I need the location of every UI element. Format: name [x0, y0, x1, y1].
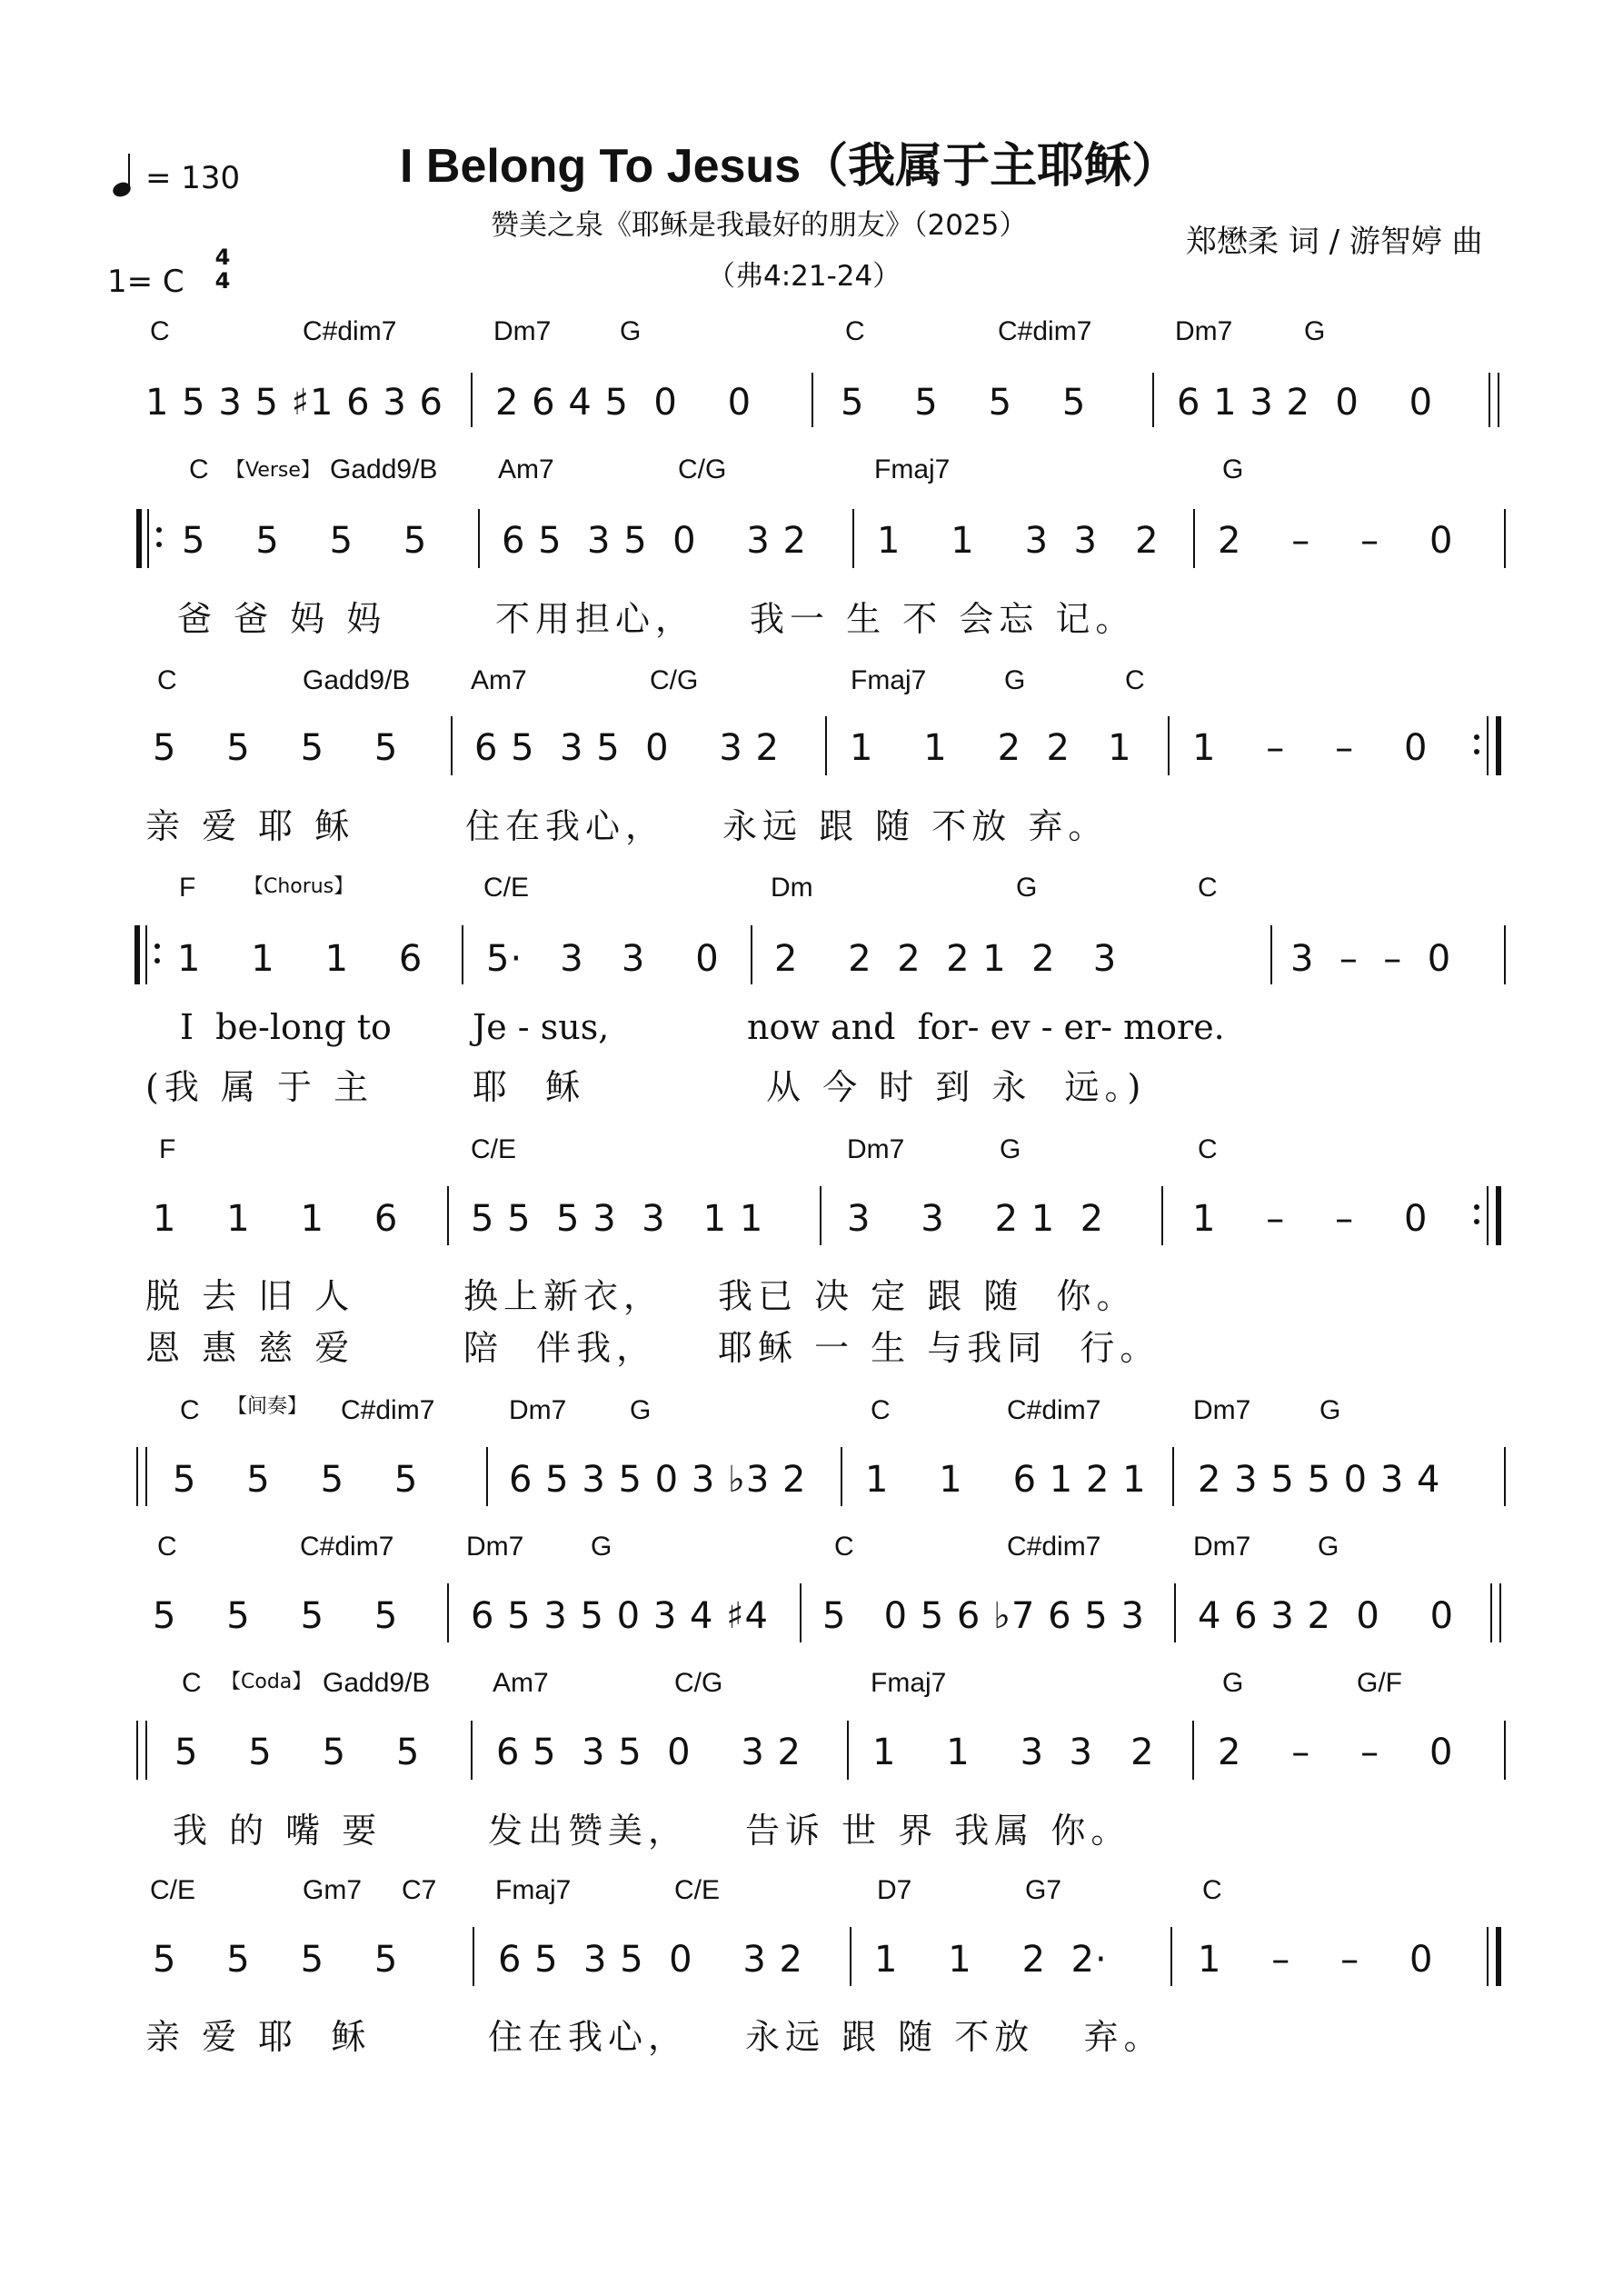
lyric-line: 从 今 时 到 永 远。) — [766, 1067, 1147, 1107]
tempo-value: = 130 — [145, 160, 241, 196]
lyric-english: I be-long to — [180, 1007, 392, 1047]
chord: Dm7 — [493, 316, 552, 346]
repeat-dots — [154, 934, 160, 973]
repeat-end — [1496, 716, 1501, 775]
barline — [751, 925, 752, 984]
barline — [1161, 1186, 1163, 1245]
chord: C — [180, 1395, 200, 1425]
lyric-line: 亲 爱 耶 稣 — [145, 806, 355, 846]
chord: Am7 — [498, 454, 554, 484]
measure-notes: 5 5 5 5 — [841, 382, 1087, 424]
chord: C — [871, 1395, 891, 1425]
chord: C — [150, 316, 170, 346]
chord: Dm7 — [1175, 316, 1233, 346]
barline — [1504, 925, 1506, 984]
final-barline — [1496, 1927, 1501, 1986]
chord: Dm7 — [466, 1532, 524, 1562]
chord: C/E — [674, 1875, 721, 1905]
barline — [462, 925, 463, 984]
barline — [447, 1583, 449, 1642]
measure-notes: 2 – – 0 — [1218, 1732, 1454, 1773]
chord: C — [1198, 1134, 1218, 1164]
lyric-line: 爸 爸 妈 妈 — [177, 599, 387, 639]
measure-notes: 6 5 3 5 0 3 2 — [474, 727, 781, 769]
measure-notes: 5 5 5 5 — [153, 1939, 399, 1981]
chord: C#dim7 — [341, 1395, 435, 1425]
measure-notes: 6 5 3 5 0 3 ♭3 2 — [509, 1459, 807, 1501]
lyric-line: 我 的 嘴 要 — [173, 1811, 383, 1851]
time-signature-top: 4 — [214, 245, 231, 270]
lyric-line: 脱 去 旧 人 — [145, 1276, 355, 1316]
chord: C — [1198, 873, 1218, 903]
lyric-line: 住在我心， — [488, 2017, 689, 2057]
measure-notes: 5 5 5 3 3 1 1 — [471, 1198, 764, 1240]
measure-notes: 5 5 5 5 — [153, 1595, 399, 1637]
lyric-line: 不用担心， — [495, 599, 696, 639]
measure-notes: 5 5 5 5 — [173, 1459, 419, 1501]
chord: G — [1222, 454, 1244, 484]
section-marker-interlude: 【间奏】 — [227, 1395, 308, 1418]
lyric-line: 我已 决 定 跟 随 你。 — [718, 1276, 1137, 1316]
measure-notes: 2 2 2 2 1 2 3 — [774, 938, 1118, 980]
lyric-line: 耶 稣 — [473, 1067, 586, 1107]
chord: C#dim7 — [998, 316, 1092, 346]
lyric-line: 亲 爱 耶 稣 — [145, 2017, 372, 2057]
measure-notes: 1 1 2 2 1 — [850, 727, 1132, 769]
chord: Gadd9/B — [330, 454, 438, 484]
barline — [1168, 716, 1170, 775]
chord: Gadd9/B — [323, 1668, 431, 1698]
repeat-dots — [156, 518, 162, 556]
chord: G — [630, 1395, 652, 1425]
chord: C/E — [150, 1875, 196, 1905]
measure-notes: 6 5 3 5 0 3 4 ♯4 — [471, 1595, 769, 1637]
chord: G — [591, 1532, 612, 1562]
barline — [1498, 373, 1499, 427]
measure-notes: 1 1 6 1 2 1 — [865, 1459, 1147, 1501]
chord: F — [159, 1134, 176, 1164]
chord: C — [157, 665, 177, 695]
chord: G — [1004, 665, 1026, 695]
chord: Dm7 — [1193, 1395, 1251, 1425]
barline — [1487, 1186, 1489, 1245]
chord: F — [179, 873, 196, 903]
repeat-start — [134, 925, 140, 984]
chord: Gm7 — [303, 1875, 363, 1905]
chord: Dm7 — [1193, 1532, 1251, 1562]
measure-notes: 5 5 5 5 — [153, 727, 399, 769]
chord: G — [1318, 1532, 1339, 1562]
lyric-line: 我一 生 不 会忘 记。 — [750, 599, 1136, 639]
chord: C — [157, 1532, 177, 1562]
measure-notes: 2 6 4 5 0 0 — [495, 382, 752, 424]
barline — [1504, 1721, 1506, 1780]
lyric-english: now and for- ev - er- more. — [747, 1007, 1225, 1047]
barline — [471, 1721, 473, 1780]
repeat-start — [136, 509, 142, 568]
lyric-line: 永远 跟 随 不放 弃。 — [722, 806, 1109, 846]
measure-notes: 1 1 1 6 — [177, 938, 423, 980]
chord: Dm7 — [847, 1134, 905, 1164]
time-signature — [211, 245, 234, 293]
barline — [1170, 1927, 1172, 1986]
barline — [1504, 1447, 1506, 1506]
chord: C/G — [678, 454, 727, 484]
chord: G — [620, 316, 642, 346]
chord: G — [1016, 873, 1038, 903]
barline — [1270, 925, 1272, 984]
barline — [147, 509, 149, 568]
chord: Am7 — [493, 1668, 549, 1698]
time-signature-bottom: 4 — [214, 268, 231, 294]
chord: Fmaj7 — [851, 665, 927, 695]
lyric-line: 发出赞美， — [488, 1811, 689, 1851]
section-marker-verse: 【Verse】 — [225, 459, 321, 482]
chord: C#dim7 — [1007, 1532, 1101, 1562]
measure-notes: 3 – – 0 — [1290, 938, 1452, 980]
chord: C — [834, 1532, 854, 1562]
lyric-line: 陪 伴我， — [463, 1328, 657, 1368]
barline — [820, 1186, 821, 1245]
chord: C — [1125, 665, 1145, 695]
chord: Am7 — [471, 665, 527, 695]
chord: C#dim7 — [303, 316, 397, 346]
repeat-end — [1496, 1186, 1501, 1245]
chord: C/G — [650, 665, 699, 695]
measure-notes: 5 5 5 5 — [182, 520, 428, 562]
barline — [1504, 509, 1506, 568]
chord: C7 — [402, 1875, 437, 1905]
barline — [1193, 509, 1195, 568]
repeat-dots — [1474, 725, 1479, 764]
lyric-line: (我 属 于 主 — [145, 1067, 374, 1107]
chord: G7 — [1025, 1875, 1062, 1905]
section-marker-chorus: 【Chorus】 — [244, 875, 354, 898]
chord: Fmaj7 — [871, 1668, 947, 1698]
lyric-line: 耶稣 一 生 与我同 行。 — [718, 1328, 1160, 1368]
lyric-line: 住在我心， — [465, 806, 666, 846]
chord: Dm — [771, 873, 813, 903]
barline — [1192, 1721, 1194, 1780]
barline — [825, 716, 827, 775]
chord: G — [1319, 1395, 1341, 1425]
chord: Gadd9/B — [303, 665, 411, 695]
measure-notes: 6 5 3 5 0 3 2 — [498, 1939, 804, 1981]
lyric-line: 永远 跟 随 不放 弃。 — [745, 2017, 1164, 2057]
chord: C — [1202, 1875, 1222, 1905]
chord: D7 — [877, 1875, 912, 1905]
measure-notes: 6 5 3 5 0 3 2 — [496, 1732, 802, 1773]
quarter-note-icon — [113, 153, 136, 196]
measure-notes: 4 6 3 2 0 0 — [1198, 1595, 1455, 1637]
chord: G — [1000, 1134, 1021, 1164]
barline — [847, 1721, 849, 1780]
barline — [145, 1447, 147, 1506]
repeat-dots — [1474, 1195, 1479, 1233]
measure-notes: 6 5 3 5 0 3 2 — [502, 520, 808, 562]
barline — [1489, 373, 1490, 427]
barline — [473, 1927, 474, 1986]
barline — [850, 1927, 851, 1986]
measure-notes: 5 0 5 6 ♭7 6 5 3 — [822, 1595, 1145, 1637]
barline — [852, 509, 854, 568]
barline — [136, 1447, 138, 1506]
barline — [1174, 1583, 1176, 1642]
chord: C — [845, 316, 865, 346]
chord: Dm7 — [509, 1395, 567, 1425]
chord: G — [1222, 1668, 1244, 1698]
chord: C/E — [483, 873, 530, 903]
measure-notes: 1 1 2 2· — [874, 1939, 1108, 1981]
measure-notes: 2 – – 0 — [1218, 520, 1454, 562]
chord: C — [189, 454, 209, 484]
barline — [1172, 1447, 1174, 1506]
barline — [145, 1721, 147, 1780]
song-source: 赞美之泉《耶稣是我最好的朋友》（2025） — [491, 209, 1028, 242]
chord: G/F — [1357, 1668, 1402, 1698]
lyric-english: Je - sus, — [473, 1007, 610, 1047]
barline — [812, 373, 813, 427]
chord: C — [182, 1668, 202, 1698]
barline — [478, 509, 480, 568]
page-title: I Belong To Jesus（我属于主耶稣） — [400, 140, 1180, 193]
barline — [800, 1583, 802, 1642]
barline — [486, 1447, 488, 1506]
measure-notes: 1 5 3 5 ♯1 6 3 6 — [145, 382, 443, 424]
measure-notes: 1 1 1 6 — [153, 1198, 399, 1240]
measure-notes: 5· 3 3 0 — [486, 938, 720, 980]
lyric-line: 恩 惠 慈 爱 — [145, 1328, 355, 1368]
chord: C#dim7 — [1007, 1395, 1101, 1425]
measure-notes: 6 1 3 2 0 0 — [1177, 382, 1434, 424]
key-signature: 1= C — [107, 264, 184, 300]
measure-notes: 1 – – 0 — [1192, 1198, 1429, 1240]
measure-notes: 3 3 2 1 2 — [847, 1198, 1105, 1240]
barline — [1487, 716, 1489, 775]
chord: C/E — [471, 1134, 517, 1164]
barline — [451, 716, 453, 775]
chord: Fmaj7 — [874, 454, 951, 484]
chord: C/G — [674, 1668, 723, 1698]
song-credits: 郑懋柔 词 / 游智婷 曲 — [1186, 224, 1483, 260]
chord: Fmaj7 — [495, 1875, 572, 1905]
measure-notes: 1 – – 0 — [1192, 727, 1429, 769]
scripture-reference: （弗4:21-24） — [707, 260, 901, 293]
barline — [1490, 1583, 1492, 1642]
lyric-line: 告诉 世 界 我属 你。 — [745, 1811, 1131, 1851]
measure-notes: 1 1 3 3 2 — [872, 1732, 1155, 1773]
barline — [1499, 1583, 1501, 1642]
chord: C#dim7 — [300, 1532, 394, 1562]
barline — [471, 373, 473, 427]
measure-notes: 2 3 5 5 0 3 4 — [1198, 1459, 1441, 1501]
section-marker-coda: 【Coda】 — [221, 1671, 313, 1693]
chord: G — [1304, 316, 1326, 346]
measure-notes: 1 – – 0 — [1198, 1939, 1434, 1981]
measure-notes: 1 1 3 3 2 — [877, 520, 1160, 562]
barline — [841, 1447, 842, 1506]
barline — [1487, 1927, 1489, 1986]
measure-notes: 5 5 5 5 — [174, 1732, 421, 1773]
barline — [447, 1186, 449, 1245]
barline — [1152, 373, 1154, 427]
barline — [145, 925, 147, 984]
barline — [136, 1721, 138, 1780]
tempo-marking — [113, 153, 240, 196]
lyric-line: 换上新衣， — [463, 1276, 664, 1316]
